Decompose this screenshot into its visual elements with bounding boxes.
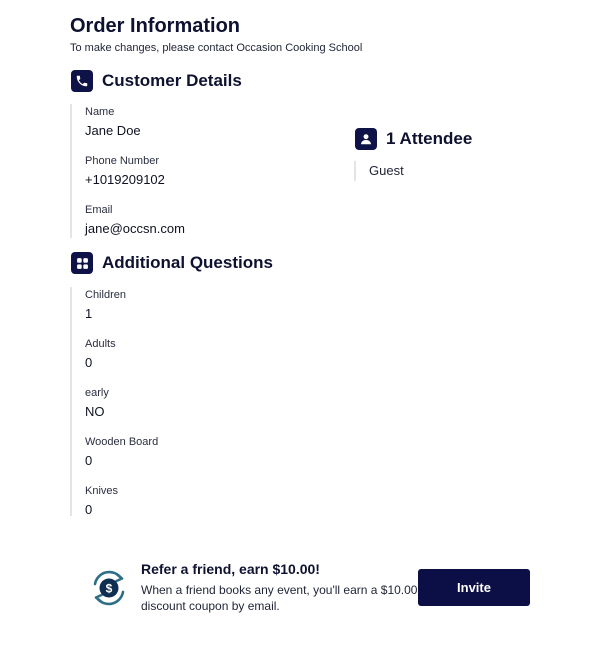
field-value: 1 <box>85 306 93 321</box>
customer-phone-field <box>85 153 185 202</box>
field-label: Children <box>85 289 126 301</box>
attendees-title: 1 Attendee <box>386 129 473 148</box>
question-adults-field <box>85 336 158 385</box>
attendee-list <box>354 161 404 181</box>
attendees-header <box>355 128 472 150</box>
customer-name-field <box>85 104 185 153</box>
referral-banner <box>88 560 530 618</box>
phone-icon <box>71 70 93 92</box>
question-knives-field <box>85 483 158 516</box>
page-title: Order Information <box>70 15 241 37</box>
page-subtitle: To make changes, please contact Occasion Cooking School <box>70 42 363 54</box>
invite-button[interactable]: Invite <box>418 569 530 606</box>
attendee-item: Guest <box>369 163 404 178</box>
field-value: NO <box>85 404 105 419</box>
person-badge-icon <box>355 128 377 150</box>
additional-questions-title: Additional Questions <box>102 253 273 272</box>
field-label: Phone Number <box>85 155 159 167</box>
customer-details-header <box>71 70 242 92</box>
customer-details-fields <box>70 104 185 238</box>
field-label: Email <box>85 204 113 216</box>
question-wooden-board-field <box>85 434 158 483</box>
referral-title: Refer a friend, earn $10.00! <box>141 561 320 577</box>
grid-icon <box>71 252 93 274</box>
customer-details-title: Customer Details <box>102 71 242 90</box>
field-value: +1019209102 <box>85 172 165 187</box>
field-label: Wooden Board <box>85 436 159 448</box>
field-label: Knives <box>85 485 119 497</box>
field-value: 0 <box>85 453 93 468</box>
field-value: jane@occsn.com <box>85 221 185 236</box>
field-value: 0 <box>85 355 93 370</box>
additional-questions-fields <box>70 287 158 516</box>
additional-questions-header <box>71 252 273 274</box>
field-label: Name <box>85 106 115 118</box>
customer-email-field <box>85 202 185 238</box>
referral-text: When a friend books any event, you'll earn a $10.00 discount coupon by email. <box>141 583 418 613</box>
field-value: 0 <box>85 502 93 517</box>
field-value: Jane Doe <box>85 123 141 138</box>
question-early-field <box>85 385 158 434</box>
question-children-field <box>85 287 158 336</box>
dollar-refresh-icon <box>88 567 130 609</box>
svg-text:$: $ <box>105 581 113 596</box>
field-label: Adults <box>85 338 116 350</box>
field-label: early <box>85 387 109 399</box>
